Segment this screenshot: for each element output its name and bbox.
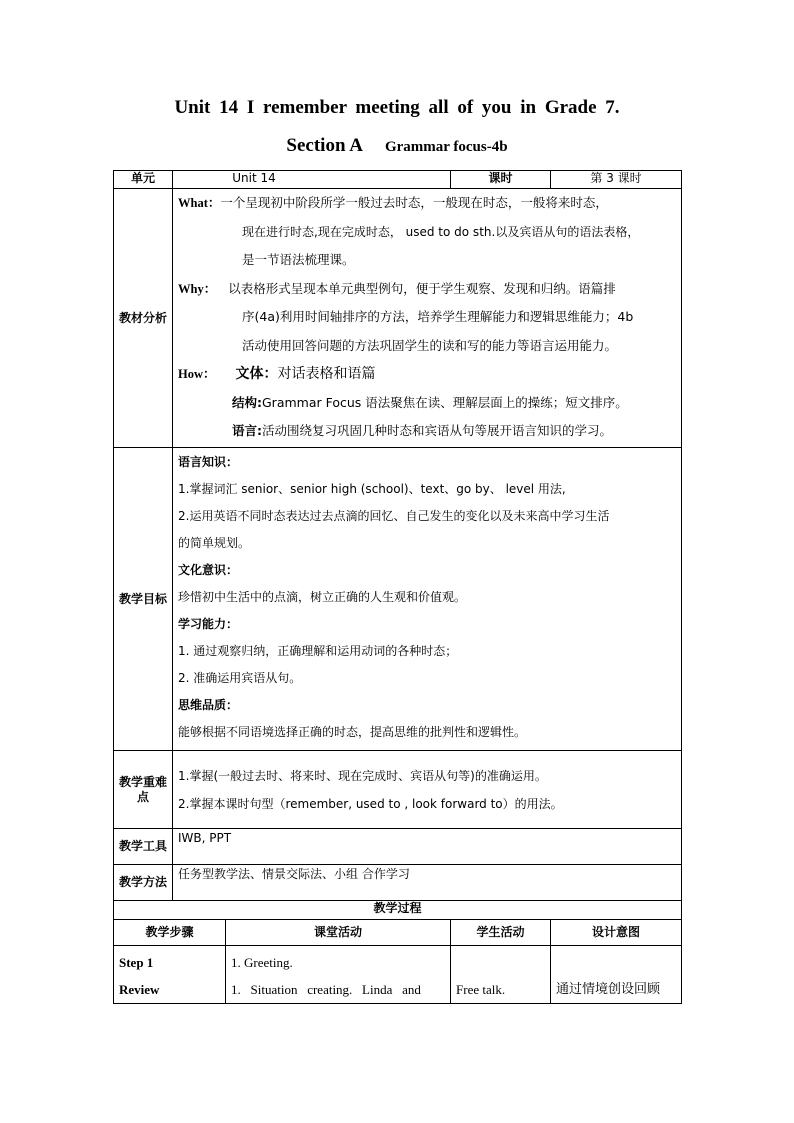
process-title: 教学过程 — [114, 901, 682, 920]
culture-heading: 文化意识： — [178, 563, 239, 577]
why-line-3: 活动使用回答问题的方法巩固学生的读和写的能力等语言运用能力。 — [242, 337, 618, 353]
how-language-label: 语言: — [232, 423, 262, 438]
why-line-2: 序(4a)利用时间轴排序的方法，培养学生理解能力和逻辑思维能力；4b — [242, 309, 634, 324]
how-structure-label: 结构: — [232, 394, 262, 410]
culture-item-1: 珍惜初中生活中的点滴，树立正确的人生观和价值观。 — [178, 590, 467, 604]
step-1-cell — [114, 946, 226, 1004]
what-line-3: 是一节语法梳理课。 — [242, 252, 355, 267]
tools-label: 教学工具 — [114, 829, 173, 865]
ability-item-1: 1. 通过观察归纳，正确理解和运用动词的各种时态； — [178, 644, 458, 658]
process-row-1 — [114, 946, 682, 1004]
thinking-heading: 思维品质： — [178, 698, 239, 712]
activity-2: 1. Situation creating. Linda and — [231, 982, 421, 997]
lang-item-1: 1.掌握词汇 senior、senior high (school)、text、go by、 level 用法, — [178, 482, 566, 496]
activity-cell — [226, 946, 451, 1004]
how-label: How： — [178, 367, 216, 381]
lang-item-2b: 的简单规划。 — [178, 536, 251, 550]
goals-content — [173, 448, 682, 751]
lesson-plan-table — [113, 170, 682, 1004]
activity-1: 1. Greeting. — [231, 955, 293, 970]
analysis-content — [173, 189, 682, 448]
col-design: 设计意图 — [551, 920, 682, 946]
methods-label: 教学方法 — [114, 865, 173, 901]
analysis-label: 教材分析 — [114, 189, 173, 448]
step-1-name: Review — [119, 982, 160, 997]
unit-label: 单元 — [114, 171, 173, 189]
how-language: 活动围绕复习巩固几种时态和宾语从句等展开语言知识的学习。 — [262, 423, 613, 438]
thinking-item-1: 能够根据不同语境选择正确的时态，提高思维的批判性和逻辑性。 — [178, 725, 527, 739]
ability-item-2: 2. 准确运用宾语从句。 — [178, 671, 302, 685]
why-label: Why： — [178, 281, 217, 296]
lesson-label: 课时 — [451, 171, 551, 189]
lesson-value: 第 3 课时 — [551, 171, 682, 189]
ability-heading: 学习能力： — [178, 617, 239, 631]
document-title: Unit 14 I remember meeting all of you in Grade 7. — [174, 97, 620, 118]
key-points-row — [114, 751, 682, 829]
step-1-number: Step 1 — [119, 955, 154, 970]
key-points-label: 教学重难点 — [114, 751, 173, 829]
header-row — [114, 171, 682, 189]
what-line-1: 一个呈现初中阶段所学一般过去时态，一般现在时态，一般将来时态， — [220, 195, 608, 210]
student-activity: Free talk. — [451, 946, 551, 1004]
methods-value: 任务型教学法、情景交际法、小组 合作学习 — [173, 865, 682, 901]
design-intent: 通过情境创设回顾 — [551, 946, 682, 1004]
tools-row — [114, 829, 682, 865]
how-style: 对话表格和语篇 — [277, 366, 376, 382]
analysis-row — [114, 189, 682, 448]
section-main: Section A — [286, 135, 363, 156]
process-title-row — [114, 901, 682, 920]
what-label: What： — [178, 196, 221, 210]
process-header-row — [114, 920, 682, 946]
why-line-1: 以表格形式呈现本单元典型例句，便于学生观察、发现和归纳。语篇排 — [228, 280, 616, 296]
col-student: 学生活动 — [451, 920, 551, 946]
col-activity: 课堂活动 — [226, 920, 451, 946]
key-point-1: 1.掌握(一般过去时、将来时、现在完成时、宾语从句等)的准确运用。 — [178, 768, 547, 783]
methods-row — [114, 865, 682, 901]
section-sub: Grammar focus-4b — [384, 139, 508, 155]
lang-item-2a: 2.运用英语不同时态表达过去点滴的回忆、自己发生的变化以及未来高中学习生活 — [178, 509, 610, 523]
tools-value: IWB, PPT — [173, 829, 682, 865]
lang-heading: 语言知识： — [178, 455, 239, 469]
unit-value: Unit 14 — [173, 171, 451, 189]
col-steps: 教学步骤 — [114, 920, 226, 946]
what-line-2: 现在进行时态,现在完成时态， used to do sth.以及宾语从句的语法表格， — [242, 224, 640, 239]
goals-row — [114, 448, 682, 751]
section-title — [0, 135, 794, 157]
key-points-content — [173, 751, 682, 829]
key-point-2: 2.掌握本课时句型（remember, used to , look forward to）的用法。 — [178, 796, 563, 811]
goals-label: 教学目标 — [114, 448, 173, 751]
how-style-label: 文体： — [235, 366, 278, 382]
how-structure: Grammar Focus 语法聚焦在读、理解层面上的操练；短文排序。 — [262, 394, 628, 410]
